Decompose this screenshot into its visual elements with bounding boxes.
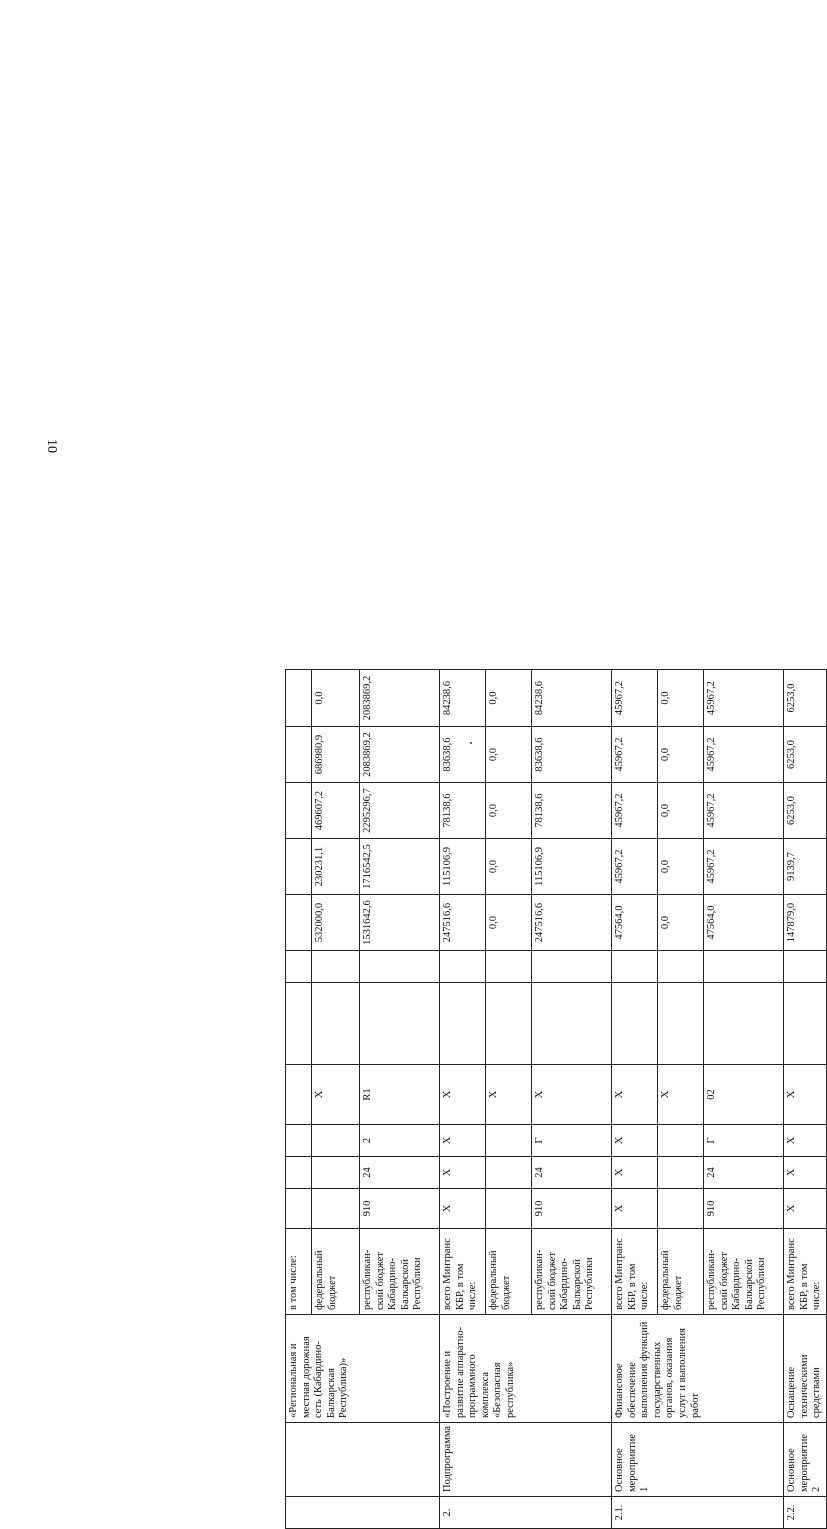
target-article-cell: X: [440, 1065, 486, 1125]
year-1-amount-cell: 45967,2: [612, 839, 658, 895]
subsection-cell: [312, 1125, 360, 1157]
program-title-cell: Оснащение техническими средствами: [784, 1315, 827, 1423]
target-article-cell: X: [658, 1065, 704, 1125]
grbs-cell: X: [612, 1189, 658, 1229]
status-cell: [286, 1423, 440, 1497]
target-article-cell: X: [612, 1065, 658, 1125]
row-number-cell: 2.2.: [784, 1497, 827, 1529]
grbs-cell: X: [440, 1189, 486, 1229]
expense-type-cell: [532, 983, 612, 1065]
target-article-cell: [286, 1065, 312, 1125]
blank-cell: [784, 951, 827, 983]
year-1-amount-cell: 0,0: [486, 839, 532, 895]
target-article-cell: R1: [360, 1065, 440, 1125]
target-article-cell: X: [486, 1065, 532, 1125]
program-title-cell: «Построение и развитие аппаратно-программного комплекса «Безопасная республика»: [440, 1315, 612, 1423]
funding-source-cell: всего Минтранс КБР, в том числе:: [440, 1229, 486, 1315]
subsection-cell: X: [440, 1125, 486, 1157]
year-3-amount-cell: 83638,6: [532, 727, 612, 783]
table-row: [784, 670, 827, 1529]
target-article-cell: X: [312, 1065, 360, 1125]
section-cell: [312, 1157, 360, 1189]
total-amount-cell: 47564,0: [704, 895, 784, 951]
section-cell: X: [784, 1157, 827, 1189]
total-amount-cell: [286, 895, 312, 951]
table-row: [612, 670, 658, 1529]
budget-table: [285, 669, 827, 1529]
subsection-cell: X: [784, 1125, 827, 1157]
budget-table-body: [286, 670, 827, 1529]
status-cell: Основное мероприятие 1: [612, 1423, 784, 1497]
blank-cell: [360, 951, 440, 983]
grbs-cell: 910: [704, 1189, 784, 1229]
section-cell: 24: [704, 1157, 784, 1189]
status-cell: Подпрограмма: [440, 1423, 612, 1497]
year-2-amount-cell: 6253,0: [784, 783, 827, 839]
blank-cell: [532, 951, 612, 983]
total-amount-cell: 0,0: [658, 895, 704, 951]
grbs-cell: [486, 1189, 532, 1229]
year-1-amount-cell: 45967,2: [704, 839, 784, 895]
section-cell: 24: [532, 1157, 612, 1189]
funding-source-cell: всего Минтранс КБР, в том числе:: [784, 1229, 827, 1315]
subsection-cell: Г: [704, 1125, 784, 1157]
subsection-cell: Г: [532, 1125, 612, 1157]
table-row: [440, 670, 486, 1529]
year-4-amount-cell: 2083869,2: [360, 670, 440, 727]
target-article-cell: X: [532, 1065, 612, 1125]
expense-type-cell: [440, 983, 486, 1065]
section-cell: 24: [360, 1157, 440, 1189]
section-cell: [286, 1157, 312, 1189]
funding-source-cell: республикан-ский бюджет Кабардино-Балкарской Республики: [704, 1229, 784, 1315]
year-3-amount-cell: 6253,0: [784, 727, 827, 783]
expense-type-cell: [658, 983, 704, 1065]
year-3-amount-cell: 686980,9: [312, 727, 360, 783]
blank-cell: [704, 951, 784, 983]
rotated-page: [285, 675, 823, 1529]
grbs-cell: 910: [360, 1189, 440, 1229]
section-cell: [658, 1157, 704, 1189]
page-number: 10: [44, 439, 59, 453]
year-2-amount-cell: 0,0: [486, 783, 532, 839]
total-amount-cell: 247516,6: [440, 895, 486, 951]
year-4-amount-cell: 0,0: [486, 670, 532, 727]
year-4-amount-cell: 0,0: [312, 670, 360, 727]
year-1-amount-cell: 115106,9: [532, 839, 612, 895]
funding-source-cell: в том числе:: [286, 1229, 312, 1315]
year-4-amount-cell: 45967,2: [704, 670, 784, 727]
section-cell: [486, 1157, 532, 1189]
total-amount-cell: 247516,6: [532, 895, 612, 951]
target-article-cell: X: [784, 1065, 827, 1125]
grbs-cell: [658, 1189, 704, 1229]
year-2-amount-cell: 78138,6: [532, 783, 612, 839]
funding-source-cell: республикан-ский бюджет Кабардино-Балкарской Республики: [532, 1229, 612, 1315]
table-row: [286, 670, 312, 1529]
year-3-amount-cell: 83638,6: [440, 727, 486, 783]
blank-cell: [312, 951, 360, 983]
subsection-cell: [486, 1125, 532, 1157]
grbs-cell: [286, 1189, 312, 1229]
total-amount-cell: 0,0: [486, 895, 532, 951]
year-3-amount-cell: [286, 727, 312, 783]
year-1-amount-cell: 0,0: [658, 839, 704, 895]
section-cell: X: [612, 1157, 658, 1189]
blank-cell: [658, 951, 704, 983]
year-1-amount-cell: 230231,1: [312, 839, 360, 895]
blank-cell: [486, 951, 532, 983]
year-4-amount-cell: 0,0: [658, 670, 704, 727]
year-4-amount-cell: 84238,6: [532, 670, 612, 727]
program-title-cell: «Региональная и местная дорожная сеть (Кабардино-Балкарская Республика)»: [286, 1315, 440, 1423]
total-amount-cell: 1531642,6: [360, 895, 440, 951]
year-2-amount-cell: 2295296,7: [360, 783, 440, 839]
expense-type-cell: [486, 983, 532, 1065]
year-3-amount-cell: 2083869,2: [360, 727, 440, 783]
year-1-amount-cell: 9139,7: [784, 839, 827, 895]
funding-source-cell: федеральный бюджет: [312, 1229, 360, 1315]
year-1-amount-cell: 1716542,5: [360, 839, 440, 895]
section-cell: X: [440, 1157, 486, 1189]
year-2-amount-cell: 469607,2: [312, 783, 360, 839]
expense-type-cell: [312, 983, 360, 1065]
year-4-amount-cell: 6253,0: [784, 670, 827, 727]
blank-cell: [440, 951, 486, 983]
year-2-amount-cell: 78138,6: [440, 783, 486, 839]
funding-source-cell: республикан-ский бюджет Кабардино-Балкарской Республики: [360, 1229, 440, 1315]
row-number-cell: 2.: [440, 1497, 612, 1529]
total-amount-cell: 532000,0: [312, 895, 360, 951]
year-3-amount-cell: 45967,2: [612, 727, 658, 783]
grbs-cell: [312, 1189, 360, 1229]
year-2-amount-cell: [286, 783, 312, 839]
grbs-cell: 910: [532, 1189, 612, 1229]
expense-type-cell: [612, 983, 658, 1065]
funding-source-cell: федеральный бюджет: [486, 1229, 532, 1315]
row-number-cell: 2.1.: [612, 1497, 784, 1529]
subsection-cell: [286, 1125, 312, 1157]
funding-source-cell: федеральный бюджет: [658, 1229, 704, 1315]
year-2-amount-cell: 45967,2: [704, 783, 784, 839]
subsection-cell: X: [612, 1125, 658, 1157]
total-amount-cell: 147879,0: [784, 895, 827, 951]
subsection-cell: [658, 1125, 704, 1157]
year-4-amount-cell: 84238,6: [440, 670, 486, 727]
expense-type-cell: [704, 983, 784, 1065]
status-cell: Основное мероприятие 2: [784, 1423, 827, 1497]
blank-cell: [612, 951, 658, 983]
year-2-amount-cell: 45967,2: [612, 783, 658, 839]
blank-cell: [286, 951, 312, 983]
target-article-cell: 02: [704, 1065, 784, 1125]
year-1-amount-cell: [286, 839, 312, 895]
year-3-amount-cell: 45967,2: [704, 727, 784, 783]
expense-type-cell: [360, 983, 440, 1065]
row-number-cell: [286, 1497, 440, 1529]
expense-type-cell: [784, 983, 827, 1065]
total-amount-cell: 47564,0: [612, 895, 658, 951]
year-1-amount-cell: 115106,9: [440, 839, 486, 895]
year-3-amount-cell: 0,0: [486, 727, 532, 783]
expense-type-cell: [286, 983, 312, 1065]
grbs-cell: X: [784, 1189, 827, 1229]
year-4-amount-cell: 45967,2: [612, 670, 658, 727]
year-4-amount-cell: [286, 670, 312, 727]
program-title-cell: Финансовое обеспечение выполнения функций государственных органов, оказания услуг и выполнения работ: [612, 1315, 784, 1423]
year-2-amount-cell: 0,0: [658, 783, 704, 839]
funding-source-cell: всего Минтранс КБР, в том числе:: [612, 1229, 658, 1315]
subsection-cell: 2: [360, 1125, 440, 1157]
year-3-amount-cell: 0,0: [658, 727, 704, 783]
